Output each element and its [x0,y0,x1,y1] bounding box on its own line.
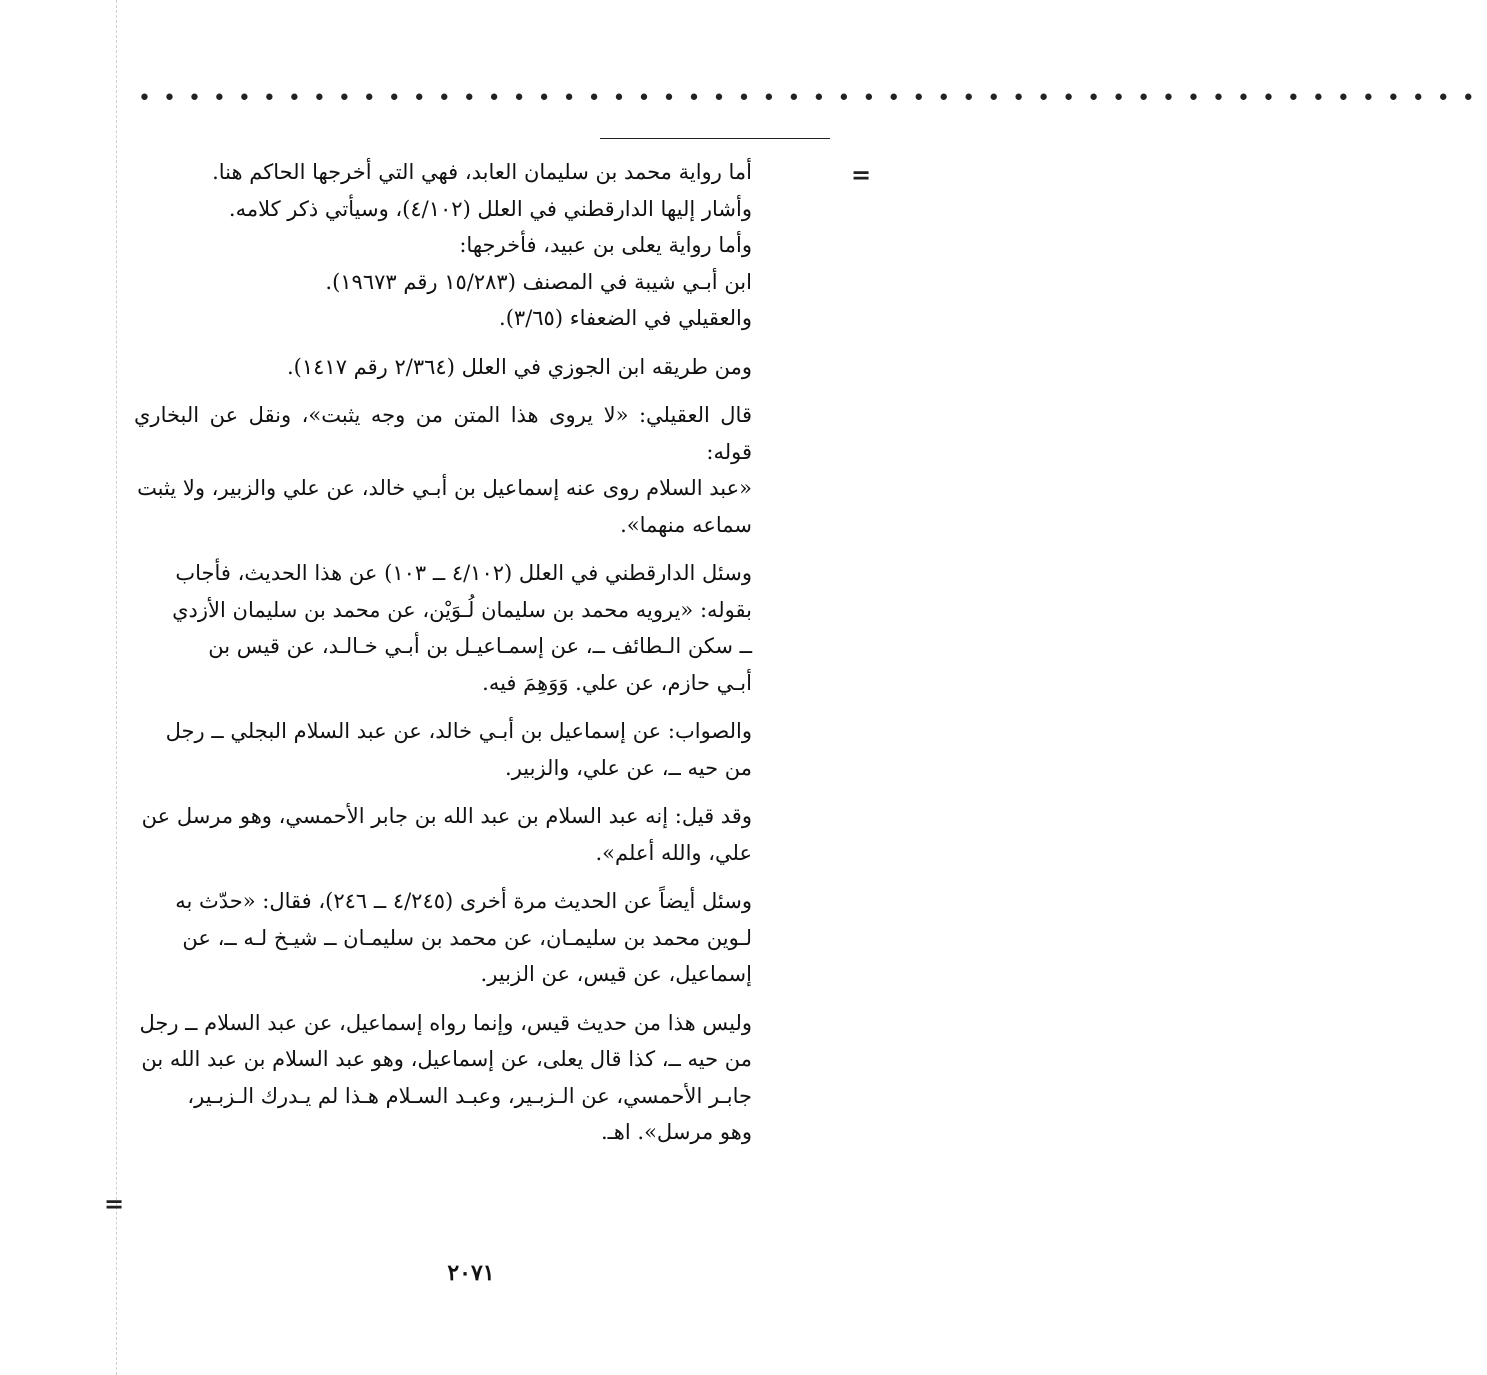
text-line: والصواب: عن إسماعيل بن أبـي خالد، عن عبد السلام البجلي ــ رجل [165,719,752,743]
text-line: وسئل الدارقطني في العلل (٤/١٠٢ ــ ١٠٣) عن هذا الحديث، فأجاب [175,561,752,585]
text-line: أبـي حازم، عن علي. وَوَهِمَ فيه. [482,670,752,695]
page-edge-guide [116,0,117,1375]
text-line: وليس هذا من حديث قيس، وإنما رواه إسماعيل، عن عبد السلام ــ رجل [139,1010,752,1035]
paragraph [134,349,752,386]
text-line: وهو مرسل». اهـ. [600,1120,752,1144]
footnote-text [134,154,752,1163]
text-line: علي، والله أعلم». [595,840,752,865]
text-line: سماعه منهما». [620,512,752,537]
paragraph [134,713,752,786]
text-line: وأما رواية يعلى بن عبيد، فأخرجها: [459,233,752,257]
text-line: جابـر الأحمسي، عن الـزبـير، وعبـد السـلام هـذا لم يـدرك الـزبـير، [187,1083,752,1108]
text-line: أما رواية محمد بن سليمان العابد، فهي التي أخرجها الحاكم هنا. [212,160,752,184]
paragraph [134,397,752,543]
dotted-separator: •••••••••••••••••••••••••••••••••••••••••••••••••••••• [138,86,1487,111]
text-line: وأشار إليها الدارقطني في العلل (٤/١٠٢)، وسيأتي ذكر كلامه. [228,196,752,221]
text-line: ابن أبـي شيبة في المصنف (١٥/٢٨٣ رقم ١٩٦٧٣). [325,269,752,294]
continuation-mark-bottom: = [104,1189,125,1218]
page-number: ٢٠٧١ [447,1260,495,1286]
text-line: لـوين محمد بن سليمـان، عن محمد بن سليمـان ــ شيـخ لـه ــ، عن [182,925,752,950]
paragraph [134,798,752,871]
text-line: ومن طريقه ابن الجوزي في العلل (٢/٣٦٤ رقم ١٤١٧). [286,354,752,379]
paragraph [134,883,752,993]
text-line: قال العقيلي: «لا يروى هذا المتن من وجه يثبت»، ونقل عن البخاري قوله: [134,403,752,464]
text-line: وقد قيل: إنه عبد السلام بن عبد الله بن جابر الأحمسي، وهو مرسل عن [141,804,752,828]
footnote-rule [600,138,830,139]
text-line: «عبد السلام روى عنه إسماعيل بن أبـي خالد، عن علي والزبير، ولا يثبت [137,476,752,500]
text-line: من حيه ــ، كذا قال يعلى، عن إسماعيل، وهو عبد السلام بن عبد الله بن [141,1047,752,1071]
continuation-mark-top: = [851,160,872,189]
text-line: إسماعيل، عن قيس، عن الزبير. [480,962,752,986]
paragraph [134,154,752,337]
paragraph [134,555,752,701]
paragraph [134,1005,752,1151]
text-line: ــ سكن الـطائف ــ، عن إسمـاعيـل بن أبـي خـالـد، عن قيس بن [208,634,752,658]
text-line: وسئل أيضاً عن الحديث مرة أخرى (٤/٢٤٥ ــ ٢٤٦)، فقال: «حدّث به [175,889,752,913]
text-line: من حيه ــ، عن علي، والزبير. [505,755,752,780]
text-line: والعقيلي في الضعفاء (٣/٦٥). [499,306,752,330]
text-line: بقوله: «يرويه محمد بن سليمان لُـوَيْن، عن محمد بن سليمان الأزدي [172,597,752,622]
